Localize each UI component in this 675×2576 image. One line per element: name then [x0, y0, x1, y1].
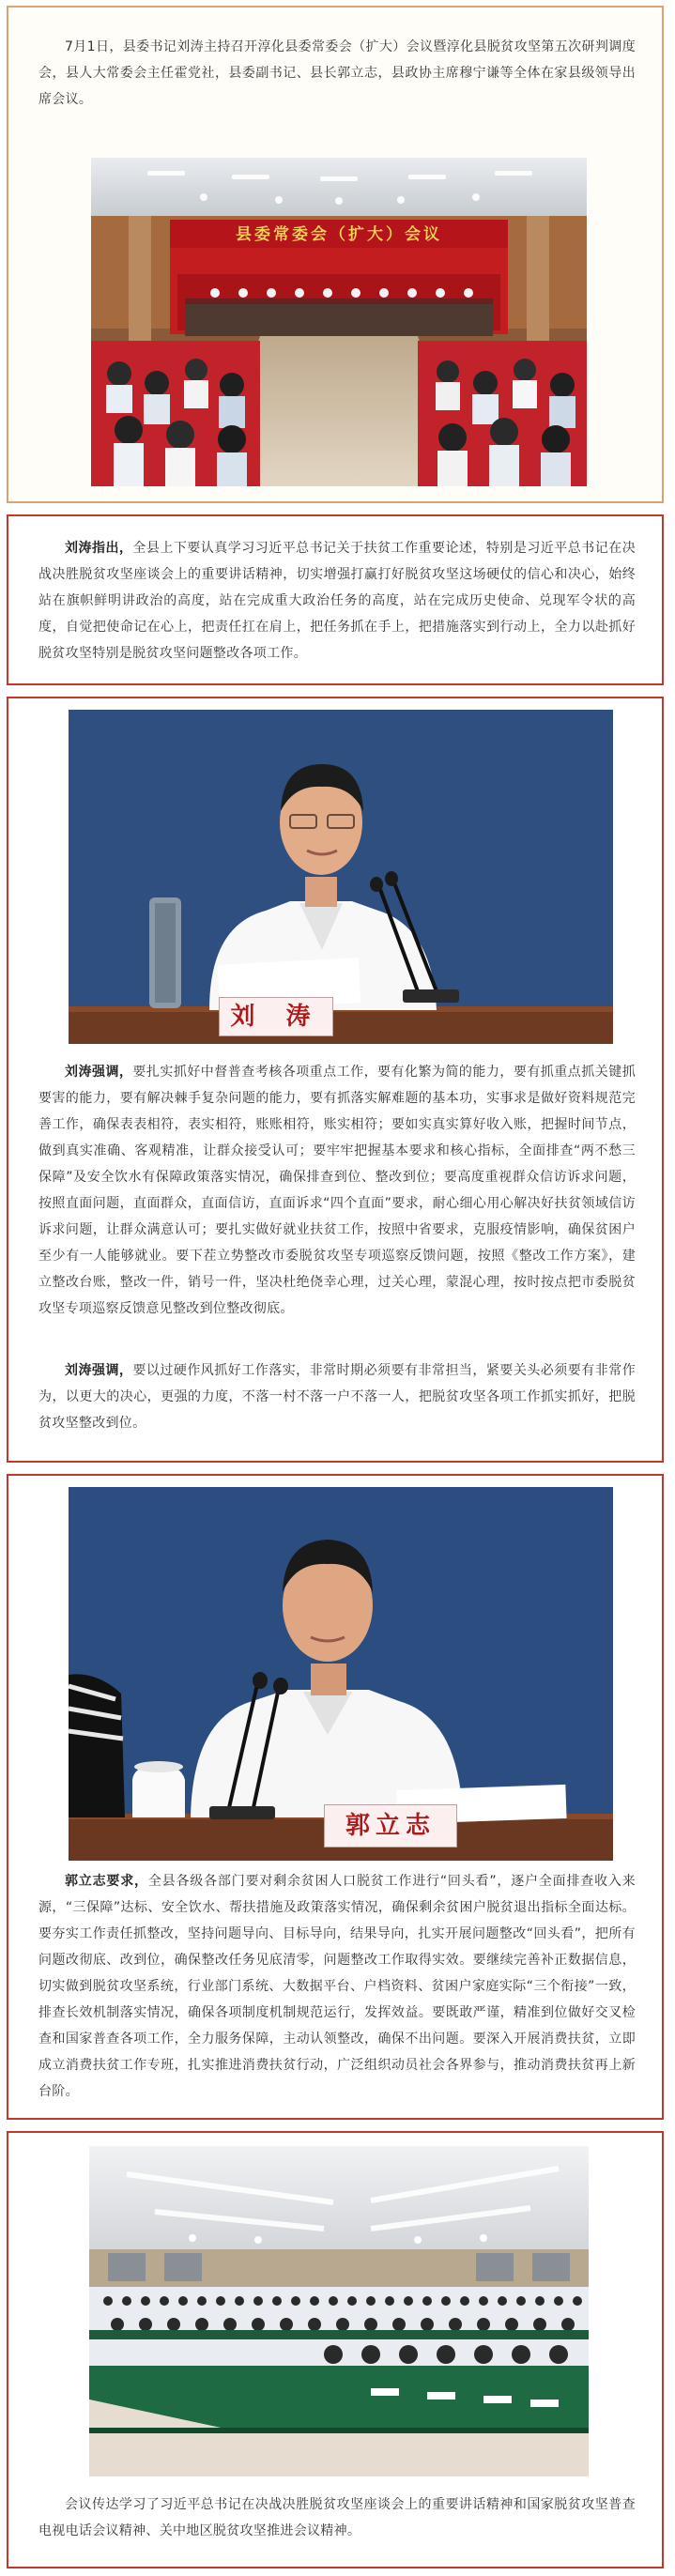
guo-lizhi-lead: 郭立志要求， — [65, 1874, 148, 1889]
audience-photo — [89, 2146, 589, 2476]
liu-tao-body-2: 要以过硬作风抓好工作落实，非常时期必须要有非常担当，紧要关头必须要有非常作为，以更大的决心，更强的力度，不落一村不落一户不落一人，把脱贫攻坚各项工作抓实抓好，把脱贫攻坚整改到位。 — [38, 1363, 636, 1431]
directive-panel — [7, 514, 664, 685]
directive-body: 全县上下要认真学习习近平总书记关于扶贫工作重要论述，特别是习近平总书记在决战决胜脱贫攻坚座谈会上的重要讲话精神，切实增强打赢打好脱贫攻坚这场硬仗的信心和决心，始终站在旗帜鲜明讲政治的高度，站在完成重大政治任务的高度，站在完成历史使命、兑现军令状的高度，自觉把使命记在心上，把责任扛在肩上，把任务抓在手上，把措施落实到行动上，全力以赴抓好脱贫攻坚特别是脱贫攻坚问题整改各项工作。 — [38, 541, 636, 661]
guo-lizhi-body: 全县各级各部门要对剩余贫困人口脱贫工作进行“回头看”，逐户全面排查收入来源，“三保障”达标、安全饮水、帮扶措施及政策落实情况，确保剩余贫困户脱贫退出指标全面达标。要夯实工作责任抓整改，坚持问题导向、目标导向，结果导向，扎实开展问题整改“回头看”，把所有问题改彻底、改到位，确保整改任务见底清零，问题整改工作取得实效。要继续完善补正数据信息，切实做到脱贫攻坚系统，行业部门系统、大数据平台、户档资料、贫困户家庭实际“三个衔接”一致，排查长效机制落实情况，确保各项制度机制规范运行，发挥效益。要既敢严谨，精准到位做好交叉检查和国家普查各项工作，全力服务保障，主动认领整改，确保不出问题。要深入开展消费扶贫，立即成立消费扶贫工作专班，扎实推进消费扶贫行动，广泛组织动员社会各界参与，推动消费扶贫再上新台阶。 — [38, 1874, 636, 2099]
liu-tao-photo — [69, 710, 613, 1044]
liu-tao-paragraph-1 — [38, 1059, 636, 1322]
meeting-photo — [91, 158, 587, 486]
liu-tao-lead-2: 刘涛强调， — [65, 1363, 133, 1378]
directive-paragraph — [38, 535, 636, 667]
liu-tao-panel — [7, 697, 664, 1463]
liu-tao-lead-1: 刘涛强调， — [65, 1065, 133, 1080]
meeting-banner: 县委常委会（扩大）会议 — [236, 225, 442, 244]
guo-lizhi-panel — [7, 1474, 664, 2120]
directive-lead: 刘涛指出， — [65, 541, 133, 556]
guo-lizhi-photo — [69, 1487, 613, 1861]
guo-lizhi-paragraph — [38, 1868, 636, 2105]
meeting-hall-image — [91, 158, 587, 486]
liu-tao-paragraph-2 — [38, 1357, 636, 1436]
closing-paragraph: 会议传达学习了习近平总书记在决战决胜脱贫攻坚座谈会上的重要讲话精神和国家脱贫攻坚普查电视电话会议精神、关中地区脱贫攻坚推进会议精神。 — [38, 2497, 636, 2538]
liu-tao-body-1: 要扎实抓好中督普查考核各项重点工作，要有化繁为简的能力，要有抓重点抓关键抓要害的能力，要有解决棘手复杂问题的能力，要有抓落实解难题的基本功，实事求是做好资料规范完善工作，确保表表相符，表实相符，账账相符，账实相符；要如实真实算好收入账，把握时间节点，做到真实准确、客观精准，让群众接受认可；要牢牢把握基本要求和核心指标，全面排查“两不愁三保障”及安全饮水有保障政策落实情况，确保排查到位、整改到位；要高度重视群众信访诉求问题，按照直面问题，直面群众，直面信访，直面诉求“四个直面”要求，耐心细心用心解决好扶贫领域信访诉求问题，让群众满意认可；要扎实做好就业扶贫工作，按照中省要求，克服疫情影响，确保贫困户至少有一人能够就业。要下茬立势整改市委脱贫攻坚专项巡察反馈问题，按照《整改工作方案》，建立整改台账，整改一件，销号一件，坚决杜绝侥幸心理，过关心理，蒙混心理，按时按点把市委脱贫攻坚专项巡察反馈意见整改到位整改彻底。 — [38, 1065, 636, 1316]
guo-lizhi-nameplate: 郭立志 — [324, 1804, 457, 1848]
liu-tao-nameplate: 刘 涛 — [219, 997, 333, 1036]
speaker-liu-tao-image — [69, 710, 613, 1044]
intro-paragraph: 7月1日，县委书记刘涛主持召开淳化县委常委会（扩大）会议暨淳化县脱贫攻坚第五次研判调度会，县人大常委会主任霍党社，县委副书记、县长郭立志，县政协主席穆宁谦等全体在家县级领导出席会议。 — [38, 39, 636, 107]
intro-panel — [7, 6, 664, 503]
closing-panel — [7, 2131, 664, 2568]
audience-hall-image — [89, 2146, 589, 2476]
